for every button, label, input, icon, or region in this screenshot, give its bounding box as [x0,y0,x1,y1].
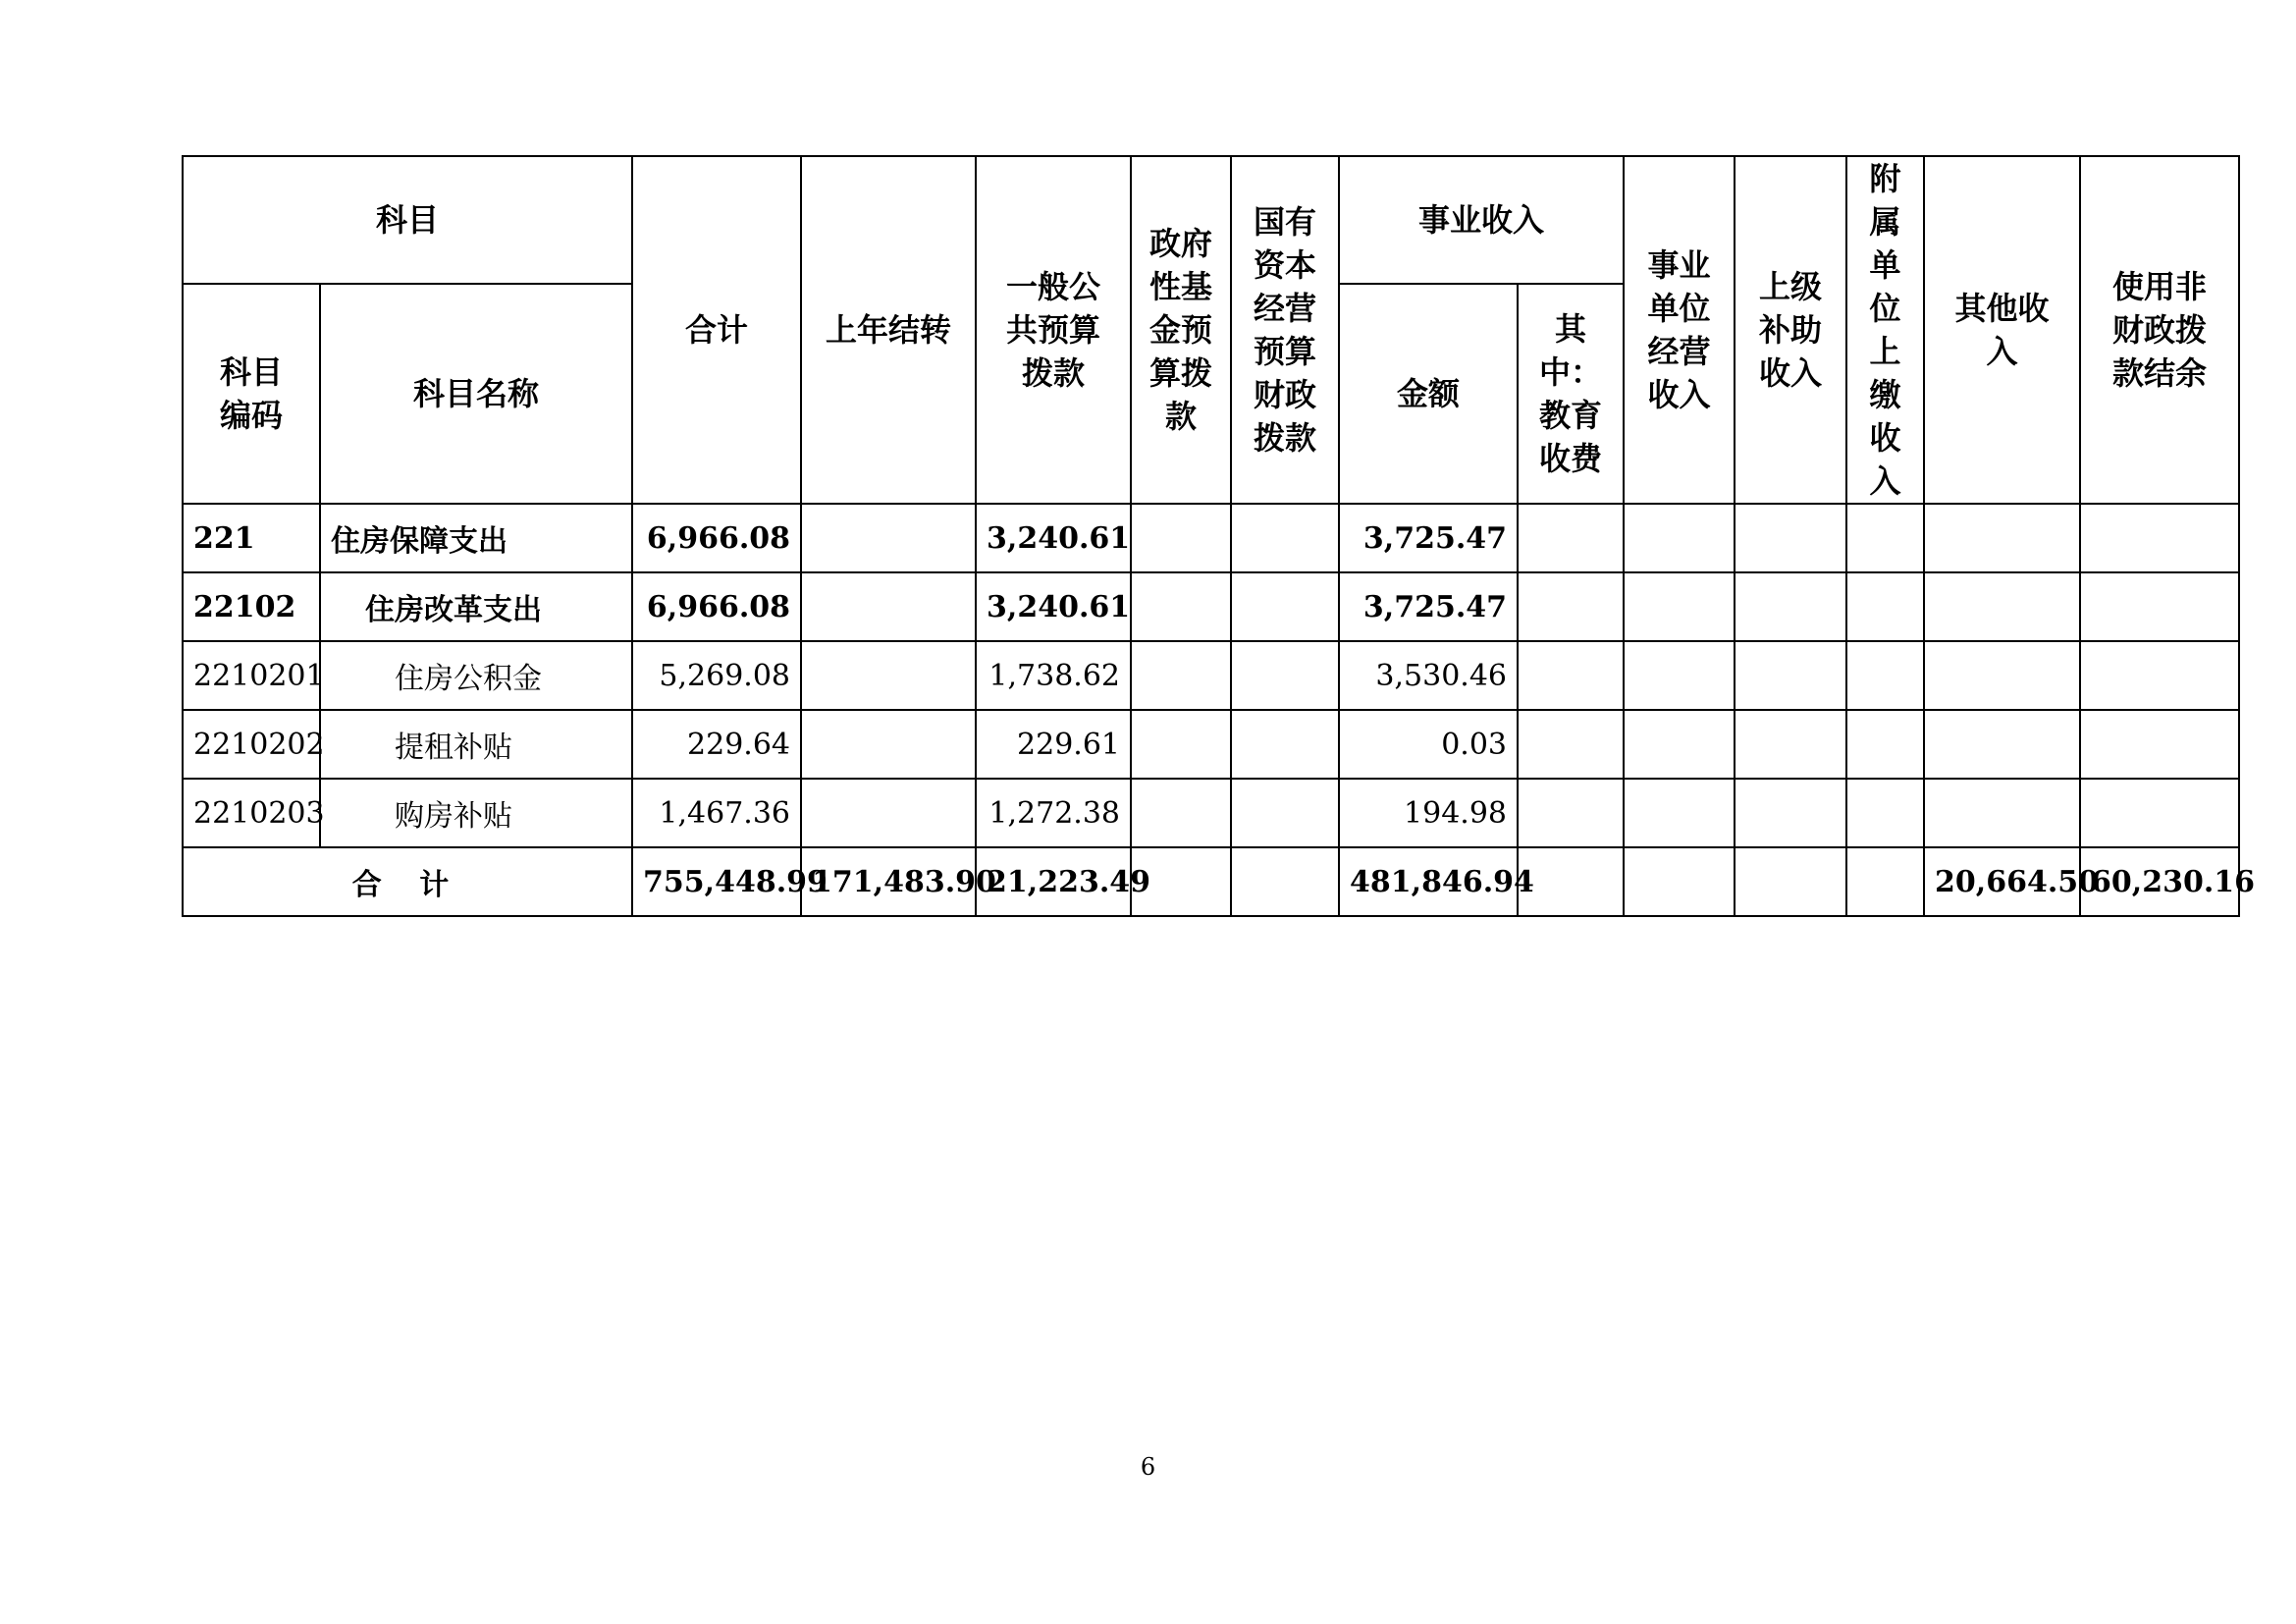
row-general: 229.61 [976,710,1131,779]
row-name: 住房公积金 [320,641,632,710]
page-number: 6 [1140,1453,1156,1481]
row-general: 3,240.61 [976,572,1131,641]
row-last-year [801,779,976,847]
row-name: 住房保障支出 [320,504,632,572]
row-gov-fund [1131,779,1231,847]
row-state-capital [1231,710,1339,779]
table-row [183,504,2239,572]
budget-table [182,155,2256,917]
row-name: 提租补贴 [320,710,632,779]
header-gov-fund-budget: 政府性基金预算拨款 [1131,156,1231,504]
row-other [1924,504,2080,572]
row-last-year [801,572,976,641]
header-business-income: 事业收入 [1339,156,1624,284]
row-code: 221 [183,504,320,572]
total-total: 755,448.99 [632,847,801,916]
row-gov-fund [1131,572,1231,641]
row-education [1518,641,1624,710]
row-code: 2210202 [183,710,320,779]
total-non-fiscal: 60,230.16 [2080,847,2239,916]
row-business-amount: 194.98 [1339,779,1518,847]
row-gov-fund [1131,710,1231,779]
row-other [1924,572,2080,641]
row-code: 2210201 [183,641,320,710]
table-row [183,641,2239,710]
row-total: 5,269.08 [632,641,801,710]
table-row [183,572,2239,641]
row-operating [1624,641,1735,710]
row-last-year [801,504,976,572]
row-general: 3,240.61 [976,504,1131,572]
header-non-fiscal-balance: 使用非财政拨款结余 [2080,156,2239,504]
row-last-year [801,641,976,710]
row-state-capital [1231,641,1339,710]
row-education [1518,779,1624,847]
total-affiliated [1846,847,1924,916]
header-amount: 金额 [1339,284,1518,504]
row-state-capital [1231,779,1339,847]
header-subject: 科目 [183,156,632,284]
row-affiliated [1846,779,1924,847]
row-non-fiscal [2080,641,2239,710]
row-non-fiscal [2080,572,2239,641]
row-education [1518,572,1624,641]
header-superior-subsidy: 上级补助收入 [1735,156,1846,504]
row-last-year [801,710,976,779]
total-last-year: 171,483.90 [801,847,976,916]
row-education [1518,504,1624,572]
row-education [1518,710,1624,779]
header-other-income: 其他收入 [1924,156,2080,504]
row-operating [1624,710,1735,779]
row-state-capital [1231,572,1339,641]
total-state-capital [1231,847,1339,916]
row-operating [1624,572,1735,641]
header-of-which-education: 其中：教育收费 [1518,284,1624,504]
row-other [1924,710,2080,779]
row-other [1924,641,2080,710]
row-total: 6,966.08 [632,572,801,641]
row-non-fiscal [2080,779,2239,847]
row-business-amount: 0.03 [1339,710,1518,779]
row-non-fiscal [2080,710,2239,779]
row-state-capital [1231,504,1339,572]
row-superior [1735,504,1846,572]
row-total: 1,467.36 [632,779,801,847]
table-row [183,710,2239,779]
row-superior [1735,710,1846,779]
total-superior [1735,847,1846,916]
header-general-public-budget: 一般公共预算拨款 [976,156,1131,504]
row-affiliated [1846,710,1924,779]
row-operating [1624,779,1735,847]
total-other: 20,664.50 [1924,847,2080,916]
header-state-capital-budget: 国有资本经营预算财政拨款 [1231,156,1339,504]
row-general: 1,738.62 [976,641,1131,710]
row-non-fiscal [2080,504,2239,572]
row-affiliated [1846,572,1924,641]
row-superior [1735,572,1846,641]
header-affiliated-unit-remittance: 附属单位上缴收入 [1846,156,1924,504]
row-business-amount: 3,725.47 [1339,504,1518,572]
row-total: 229.64 [632,710,801,779]
row-business-amount: 3,725.47 [1339,572,1518,641]
row-operating [1624,504,1735,572]
row-business-amount: 3,530.46 [1339,641,1518,710]
table-row [183,779,2239,847]
header-total: 合计 [632,156,801,504]
row-superior [1735,779,1846,847]
header-subject-code: 科目编码 [183,284,320,504]
row-general: 1,272.38 [976,779,1131,847]
row-name: 住房改革支出 [320,572,632,641]
total-label: 合 计 [183,847,632,916]
row-gov-fund [1131,641,1231,710]
row-name: 购房补贴 [320,779,632,847]
row-code: 22102 [183,572,320,641]
row-gov-fund [1131,504,1231,572]
total-operating [1624,847,1735,916]
row-affiliated [1846,504,1924,572]
row-superior [1735,641,1846,710]
row-affiliated [1846,641,1924,710]
total-business-amount: 481,846.94 [1339,847,1518,916]
total-general: 21,223.49 [976,847,1131,916]
header-last-year-carryover: 上年结转 [801,156,976,504]
header-business-operating-income: 事业单位经营收入 [1624,156,1735,504]
row-code: 2210203 [183,779,320,847]
row-other [1924,779,2080,847]
row-total: 6,966.08 [632,504,801,572]
header-subject-name: 科目名称 [320,284,632,504]
total-row [183,847,2239,916]
